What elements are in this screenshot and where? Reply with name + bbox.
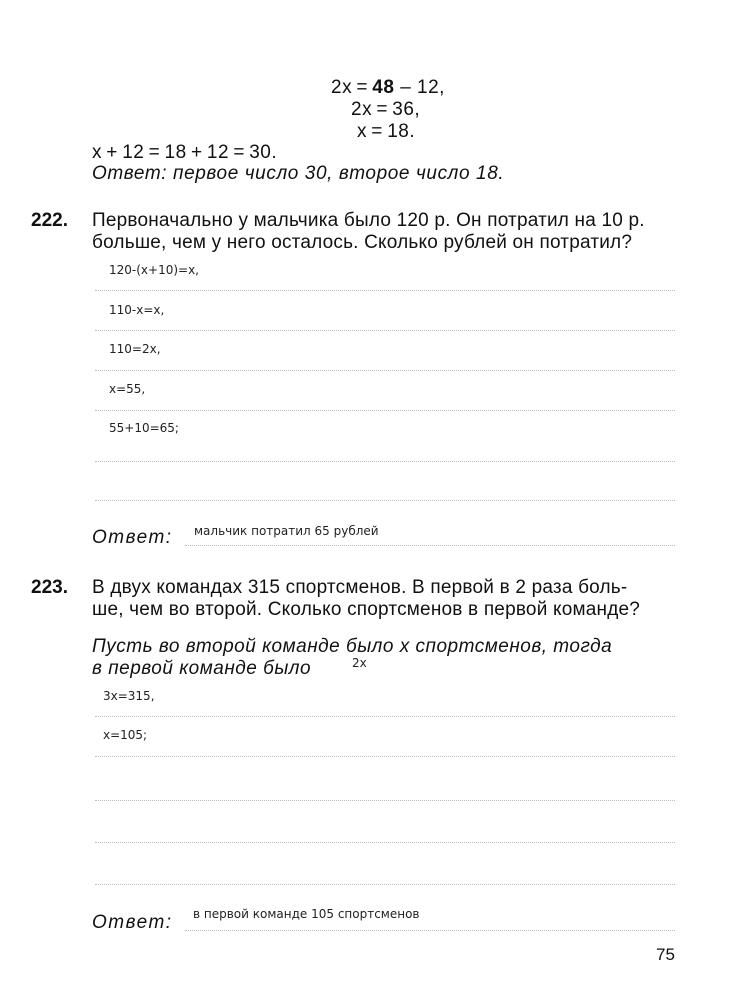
task-223-intro-line-2: в первой команде было bbox=[92, 658, 312, 679]
task-223-intro-fill: 2x bbox=[352, 656, 367, 670]
task-222-number: 222. bbox=[31, 210, 68, 231]
task-223-work-line-2: x=105; bbox=[103, 728, 148, 742]
task-222-work-line-2: 110-x=x, bbox=[109, 303, 165, 317]
equation-line-1-part-b: 48 bbox=[372, 77, 395, 98]
answer-line bbox=[185, 545, 675, 546]
writing-line bbox=[95, 500, 675, 501]
writing-line bbox=[95, 330, 675, 331]
equation-line-1-part-a: 2x = bbox=[331, 77, 373, 98]
page-number: 75 bbox=[656, 945, 675, 964]
task-223-text-line-2: ше, чем во второй. Сколько спортсменов в первой команде? bbox=[92, 599, 641, 620]
task-222-work-line-1: 120-(x+10)=x, bbox=[109, 263, 199, 277]
task-222-text-line-1: Первоначально у мальчика было 120 р. Он потратил на 10 р. bbox=[92, 210, 645, 231]
writing-line bbox=[95, 842, 675, 843]
writing-line bbox=[95, 756, 675, 757]
task-222-work-line-5: 55+10=65; bbox=[109, 421, 179, 435]
writing-line bbox=[95, 461, 675, 462]
task-223-text-line-1: В двух командах 315 спортсменов. В первой в 2 раза боль- bbox=[92, 577, 628, 598]
equation-line-4: x + 12 = 18 + 12 = 30. bbox=[92, 142, 278, 163]
task-223-answer-label: Ответ: bbox=[92, 912, 173, 933]
task-223-work-line-1: 3x=315, bbox=[103, 689, 155, 703]
task-223-number: 223. bbox=[31, 577, 68, 598]
equation-line-3: x = 18. bbox=[357, 121, 416, 142]
previous-answer: Ответ: первое число 30, второе число 18. bbox=[92, 163, 505, 184]
writing-line bbox=[95, 716, 675, 717]
task-222-work-line-3: 110=2x, bbox=[109, 342, 161, 356]
task-223-answer-value: в первой команде 105 спортсменов bbox=[193, 907, 420, 921]
equation-line-2: 2x = 36, bbox=[351, 99, 421, 120]
writing-line bbox=[95, 370, 675, 371]
task-222-answer-value: мальчик потратил 65 рублей bbox=[194, 524, 379, 538]
answer-line bbox=[185, 930, 675, 931]
task-222-work-line-4: x=55, bbox=[109, 382, 146, 396]
task-223-intro-line-1: Пусть во второй команде было x спортсменов, тогда bbox=[92, 636, 613, 657]
task-222-text-line-2: больше, чем у него осталось. Сколько рублей он потратил? bbox=[92, 232, 633, 253]
equation-line-1 bbox=[331, 77, 445, 99]
task-222-answer-label: Ответ: bbox=[92, 527, 173, 548]
writing-line bbox=[95, 410, 675, 411]
writing-line bbox=[95, 800, 675, 801]
writing-line bbox=[95, 884, 675, 885]
equation-line-1-part-c: – 12, bbox=[394, 77, 445, 98]
writing-line bbox=[95, 290, 675, 291]
